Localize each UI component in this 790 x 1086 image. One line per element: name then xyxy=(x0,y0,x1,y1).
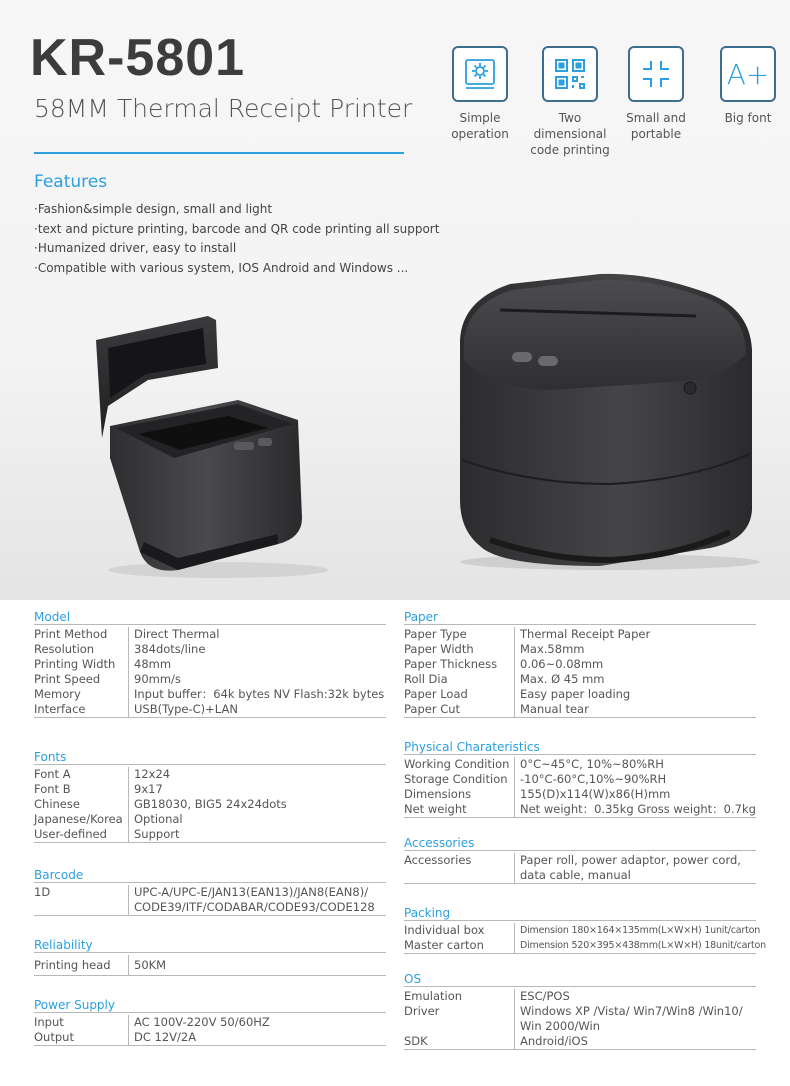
spec-row xyxy=(404,642,756,657)
spec-section-barcode xyxy=(34,868,386,916)
spec-value: ESC/POS xyxy=(520,989,570,1003)
spec-key: SDK xyxy=(404,1034,428,1048)
spec-section-fonts xyxy=(34,750,386,843)
spec-row xyxy=(404,1004,756,1034)
badge-label: Two dimensional code printing xyxy=(530,111,610,157)
spec-row xyxy=(404,702,756,717)
spec-rows xyxy=(404,989,756,1050)
features-list xyxy=(34,200,439,278)
spec-key: Working Condition xyxy=(404,757,510,771)
spec-row xyxy=(34,797,386,812)
badge-simple-operation xyxy=(440,46,520,142)
spec-key: 1D xyxy=(34,885,51,899)
spec-value: GB18030, BIG5 24x24dots xyxy=(134,797,287,811)
spec-section-packing xyxy=(404,906,766,954)
spec-rows xyxy=(34,767,386,843)
spec-value: UPC-A/UPC-E/JAN13(EAN13)/JAN8(EAN8)/ CODE39/ITF/CODABAR/CODE93/CODE128 xyxy=(134,885,375,914)
spec-key: Paper Thickness xyxy=(404,657,498,671)
spec-value: Direct Thermal xyxy=(134,627,220,641)
spec-row xyxy=(34,1015,386,1030)
spec-row xyxy=(34,702,386,717)
badge-qr-printing xyxy=(522,46,618,158)
section-title: Barcode xyxy=(34,868,386,883)
spec-value: AC 100V-220V 50/60HZ xyxy=(134,1015,270,1029)
spec-row xyxy=(404,853,756,883)
spec-key: Memory xyxy=(34,687,81,701)
spec-key: Print Method xyxy=(34,627,108,641)
spec-value: 9x17 xyxy=(134,782,163,796)
spec-key: Roll Dia xyxy=(404,672,448,686)
spec-row xyxy=(404,787,756,802)
spec-rows xyxy=(34,885,386,916)
spec-key: Output xyxy=(34,1030,74,1044)
printer-open-image xyxy=(88,308,328,580)
spec-value: Windows XP /Vista/ Win7/Win8 /Win10/ Win 2000/Win xyxy=(520,1004,743,1033)
spec-value: Dimension 520×395×438mm(L×W×H) 18unit/carton xyxy=(520,940,766,951)
model-title: KR-5801 xyxy=(30,29,246,87)
spec-row xyxy=(34,885,386,915)
spec-key: Font A xyxy=(34,767,71,781)
spec-key: Net weight xyxy=(404,802,467,816)
spec-value: 50KM xyxy=(134,958,167,972)
spec-row xyxy=(34,955,386,975)
spec-value: Input buffer：64k bytes NV Flash:32k bytes xyxy=(134,687,385,701)
spec-key: Input xyxy=(34,1015,64,1029)
spec-key: Paper Cut xyxy=(404,702,461,716)
spec-rows xyxy=(34,1015,386,1046)
spec-row xyxy=(404,923,761,938)
spec-key: Dimensions xyxy=(404,787,472,801)
spec-row xyxy=(404,757,756,772)
spec-value: Max. Ø 45 mm xyxy=(520,672,605,686)
title-block xyxy=(30,30,412,123)
spec-value: Paper roll, power adaptor, power cord, data cable, manual xyxy=(520,853,741,882)
feature-item: ·Fashion&simple design, small and light xyxy=(34,202,273,216)
spec-section-physical xyxy=(404,740,756,818)
spec-section-accessories xyxy=(404,836,756,884)
section-title: OS xyxy=(404,972,756,987)
spec-rows xyxy=(404,923,766,954)
spec-rows xyxy=(404,853,756,884)
spec-rows xyxy=(404,757,756,818)
spec-row xyxy=(404,938,766,953)
spec-key: Print Speed xyxy=(34,672,101,686)
compact-corners-icon xyxy=(628,46,684,102)
spec-row xyxy=(404,672,756,687)
section-title: Power Supply xyxy=(34,998,386,1013)
section-title: Physical Charateristics xyxy=(404,740,756,755)
spec-value: 0°C~45°C, 10%~80%RH xyxy=(520,757,664,771)
section-title: Packing xyxy=(404,906,756,921)
spec-section-reliability xyxy=(34,938,386,976)
spec-value: Support xyxy=(134,827,180,841)
spec-value: DC 12V/2A xyxy=(134,1030,197,1044)
section-title: Accessories xyxy=(404,836,756,851)
spec-key: Individual box xyxy=(404,923,485,937)
spec-row xyxy=(34,1030,386,1045)
spec-value: Dimension 180×164×135mm(L×W×H) 1unit/carton xyxy=(520,925,761,936)
spec-key: Master carton xyxy=(404,938,484,952)
section-title: Model xyxy=(34,610,386,625)
gear-screen-icon xyxy=(452,46,508,102)
spec-row xyxy=(404,1034,756,1049)
spec-row xyxy=(404,657,756,672)
spec-row xyxy=(34,782,386,797)
spec-value: Manual tear xyxy=(520,702,589,716)
badge-label: Small and portable xyxy=(626,111,686,141)
section-title: Fonts xyxy=(34,750,386,765)
spec-key: Accessories xyxy=(404,853,472,867)
features-heading: Features xyxy=(34,172,108,192)
spec-key: Paper Width xyxy=(404,642,474,656)
spec-key: Resolution xyxy=(34,642,95,656)
spec-rows xyxy=(404,627,756,718)
spec-value: 12x24 xyxy=(134,767,171,781)
spec-value: Optional xyxy=(134,812,183,826)
specifications xyxy=(0,600,790,1086)
spec-row xyxy=(34,767,386,782)
spec-key: User-defined xyxy=(34,827,107,841)
product-subtitle: 58MM Thermal Receipt Printer xyxy=(34,94,413,123)
spec-key: Storage Condition xyxy=(404,772,508,786)
spec-row xyxy=(34,672,386,687)
badge-label: Big font xyxy=(724,111,772,125)
spec-value: USB(Type-C)+LAN xyxy=(134,702,238,716)
spec-row xyxy=(34,657,386,672)
spec-value: Net weight：0.35kg Gross weight：0.7kg xyxy=(520,802,756,816)
spec-row xyxy=(404,772,756,787)
spec-key: Chinese xyxy=(34,797,80,811)
badge-label: Simple operation xyxy=(451,111,509,141)
spec-row xyxy=(34,827,386,842)
spec-key: Emulation xyxy=(404,989,463,1003)
spec-row xyxy=(404,687,756,702)
qr-code-icon xyxy=(542,46,598,102)
spec-section-os xyxy=(404,972,756,1050)
feature-item: ·text and picture printing, barcode and QR code printing all support xyxy=(34,221,440,236)
spec-value: Thermal Receipt Paper xyxy=(520,627,651,641)
spec-row xyxy=(34,687,386,702)
spec-row xyxy=(34,627,386,642)
spec-key: Paper Type xyxy=(404,627,467,641)
spec-section-model xyxy=(34,610,386,718)
printer-closed-image xyxy=(450,270,760,570)
spec-value: Android/iOS xyxy=(520,1034,588,1048)
feature-item: ·Humanized driver, easy to install xyxy=(34,241,237,255)
spec-value: 384dots/line xyxy=(134,642,206,656)
section-title: Paper xyxy=(404,610,756,625)
spec-value: 0.06~0.08mm xyxy=(520,657,604,671)
a-plus-glyph: A+ xyxy=(726,57,770,91)
spec-value: 90mm/s xyxy=(134,672,181,686)
spec-value: Max.58mm xyxy=(520,642,585,656)
spec-rows xyxy=(34,955,386,976)
badge-big-font xyxy=(708,46,788,126)
spec-row xyxy=(34,812,386,827)
feature-badges xyxy=(440,46,780,157)
spec-row xyxy=(34,642,386,657)
spec-value: Easy paper loading xyxy=(520,687,631,701)
spec-key: Interface xyxy=(34,702,86,716)
spec-row xyxy=(404,802,756,817)
badge-small-portable xyxy=(616,46,696,142)
title-divider xyxy=(34,152,404,154)
spec-section-paper xyxy=(404,610,756,718)
spec-section-power xyxy=(34,998,386,1046)
feature-item: ·Compatible with various system, IOS Android and Windows ... xyxy=(34,260,409,275)
spec-key: Printing head xyxy=(34,958,111,972)
spec-rows xyxy=(34,627,386,718)
spec-key: Paper Load xyxy=(404,687,468,701)
spec-value: 48mm xyxy=(134,657,172,671)
spec-key: Driver xyxy=(404,1004,440,1018)
spec-row xyxy=(404,989,756,1004)
spec-key: Japanese/Korea xyxy=(34,812,123,826)
section-title: Reliability xyxy=(34,938,386,953)
spec-row xyxy=(404,627,756,642)
spec-key: Font B xyxy=(34,782,71,796)
a-plus-icon xyxy=(720,46,776,102)
spec-value: -10°C-60°C,10%~90%RH xyxy=(520,772,667,786)
spec-value: 155(D)x114(W)x86(H)mm xyxy=(520,787,671,801)
spec-key: Printing Width xyxy=(34,657,116,671)
